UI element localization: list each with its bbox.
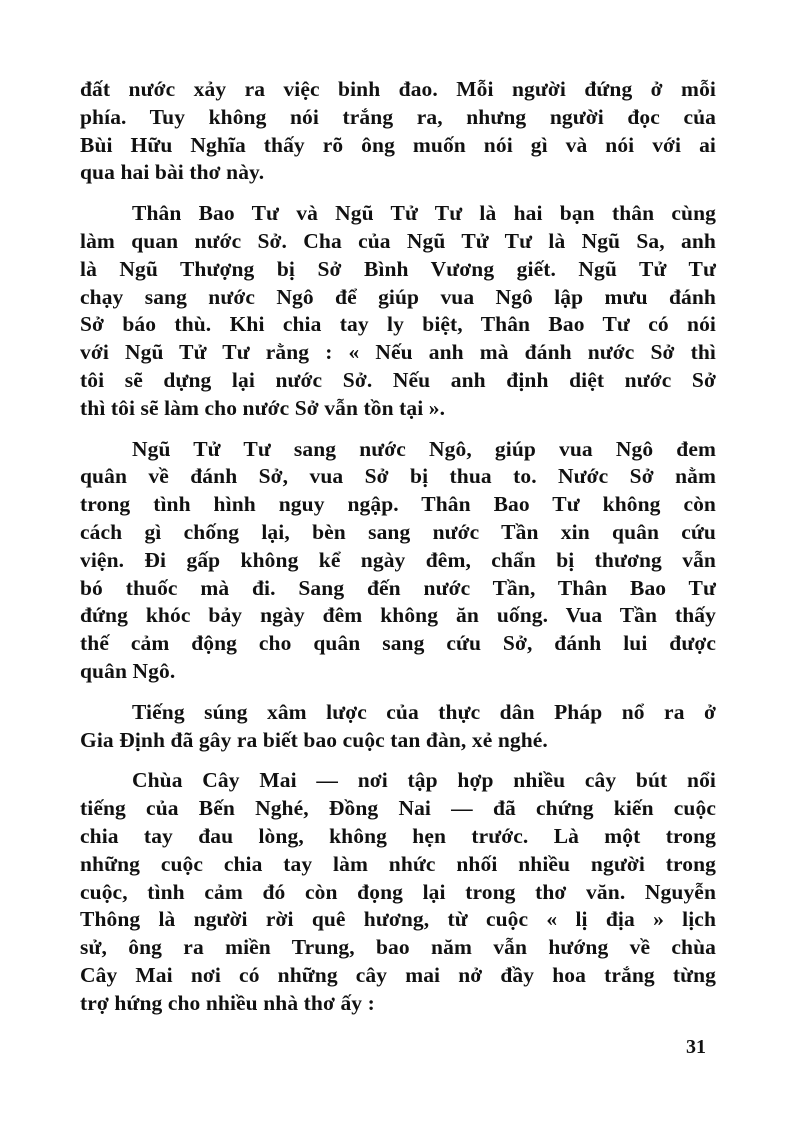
- paragraph-1: [80, 76, 716, 187]
- text-line: làm quan nước Sở. Cha của Ngũ Tử Tư là Ngũ Sa, anh: [80, 228, 716, 253]
- paragraph-4: [80, 699, 716, 755]
- text-line: Thân Bao Tư và Ngũ Tử Tư là hai bạn thân cùng: [132, 201, 716, 226]
- text-line: đứng khóc bảy ngày đêm không ăn uống. Vua Tần thấy: [80, 603, 716, 628]
- text-line: thì tôi sẽ làm cho nước Sở vẫn tồn tại ».: [80, 395, 446, 420]
- paragraph-5: [80, 767, 716, 1017]
- text-line: bó thuốc mà đi. Sang đến nước Tần, Thân Bao Tư: [80, 575, 716, 600]
- paragraph-2: [80, 200, 716, 422]
- text-line: là Ngũ Thượng bị Sở Bình Vương giết. Ngũ Tử Tư: [80, 256, 716, 281]
- page-body: [80, 76, 716, 1018]
- text-line: phía. Tuy không nói trắng ra, nhưng người đọc của: [80, 104, 716, 129]
- text-line: viện. Đi gấp không kể ngày đêm, chẩn bị thương vẫn: [80, 547, 716, 572]
- page-number: 31: [686, 1036, 706, 1058]
- text-line: Tiếng súng xâm lược của thực dân Pháp nổ ra ở: [132, 699, 716, 724]
- text-line: thế cảm động cho quân sang cứu Sở, đánh lui được: [80, 631, 716, 656]
- text-line: Chùa Cây Mai — nơi tập hợp nhiều cây bút nổi: [132, 768, 716, 793]
- paragraph-3: [80, 436, 716, 686]
- text-line: Bùi Hữu Nghĩa thấy rõ ông muốn nói gì và nói với ai: [80, 132, 716, 157]
- text-line: những cuộc chia tay làm nhức nhối nhiều người trong: [80, 851, 716, 876]
- text-line: Sở báo thù. Khi chia tay ly biệt, Thân Bao Tư có nói: [80, 312, 716, 337]
- text-line: Cây Mai nơi có những cây mai nở đầy hoa trắng từng: [80, 962, 716, 987]
- text-line: chạy sang nước Ngô để giúp vua Ngô lập mưu đánh: [80, 284, 716, 309]
- text-line: với Ngũ Tử Tư rằng : « Nếu anh mà đánh nước Sở thì: [80, 340, 716, 365]
- text-line: Thông là người rời quê hương, từ cuộc « lị địa » lịch: [80, 907, 716, 932]
- text-line: sử, ông ra miền Trung, bao năm vẫn hướng về chùa: [80, 935, 716, 960]
- text-line: qua hai bài thơ này.: [80, 160, 265, 185]
- text-line: cách gì chống lại, bèn sang nước Tần xin quân cứu: [80, 519, 716, 544]
- text-line: Gia Định đã gây ra biết bao cuộc tan đàn, xẻ nghé.: [80, 727, 548, 752]
- text-line: tiếng của Bến Nghé, Đồng Nai — đã chứng kiến cuộc: [80, 796, 716, 821]
- text-line: trợ hứng cho nhiều nhà thơ ấy :: [80, 990, 375, 1015]
- text-line: Ngũ Tử Tư sang nước Ngô, giúp vua Ngô đem: [132, 436, 716, 461]
- text-line: đất nước xảy ra việc binh đao. Mỗi người đứng ở mỗi: [80, 77, 716, 101]
- text-line: quân về đánh Sở, vua Sở bị thua to. Nước Sở nằm: [80, 464, 716, 489]
- text-line: trong tình hình nguy ngập. Thân Bao Tư không còn: [80, 492, 716, 517]
- text-line: cuộc, tình cảm đó còn đọng lại trong thơ văn. Nguyễn: [80, 879, 716, 904]
- text-line: chia tay đau lòng, không hẹn trước. Là một trong: [80, 823, 716, 848]
- text-line: tôi sẽ dựng lại nước Sở. Nếu anh định diệt nước Sở: [80, 367, 716, 392]
- text-line: quân Ngô.: [80, 658, 176, 683]
